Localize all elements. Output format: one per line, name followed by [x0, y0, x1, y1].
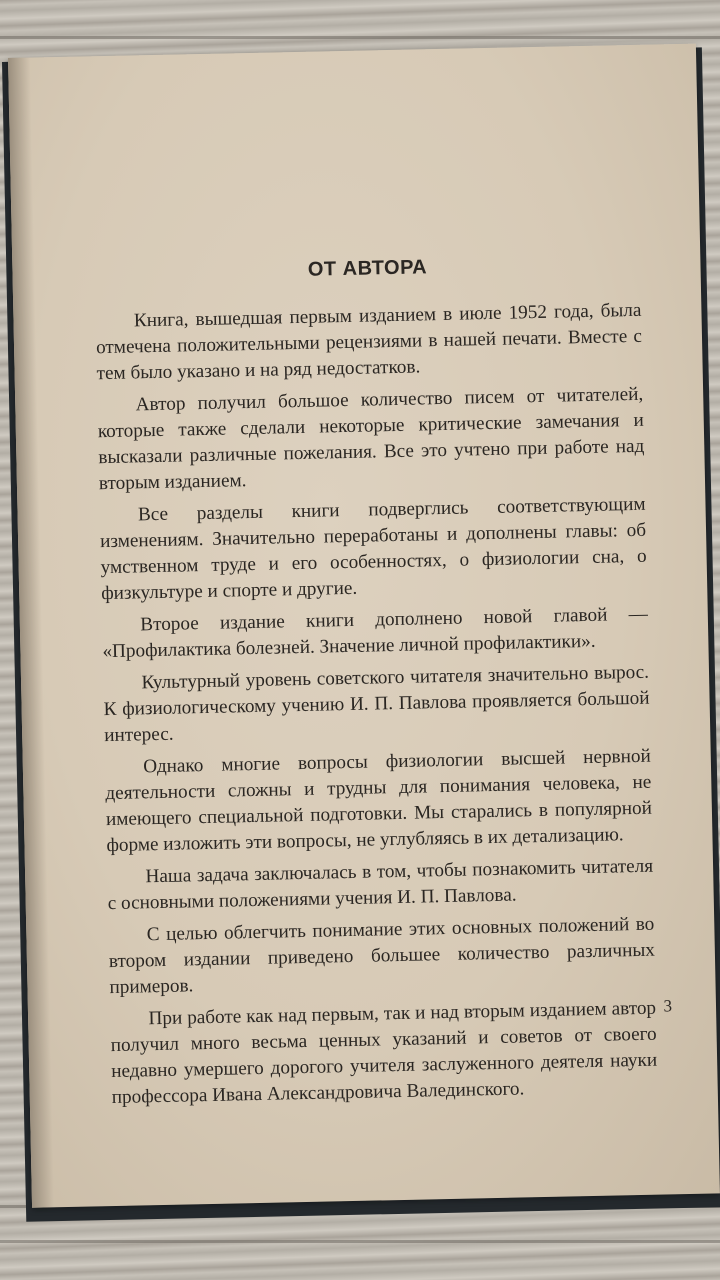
book-page — [8, 44, 720, 1208]
paragraph: Все разделы книги подверглись соответствующим изменениям. Значительно переработаны и дополнены главы: об умственном труде и его особенностях, о физиологии сна, о физкультуре и спорте и другие. — [99, 493, 647, 605]
paragraph: При работе как над первым, так и над вторым изданием автор получил много весьма ценных указаний и советов от своего недавно умершего дорогого учителя заслуженного деятеля науки профессора Ивана Александровича Валединского. — [110, 997, 658, 1109]
paragraph: Автор получил большое количество писем от читателей, которые также сделали некоторые критические замечания и высказали различные пожелания. Все это учтено при работе над вторым изданием. — [97, 383, 645, 495]
paragraph: Наша задача заключалась в том, чтобы познакомить читателя с основными положениями учения И. П. Павлова. — [107, 855, 654, 915]
paragraph: Второе издание книги дополнено новой главой — «Профилактика болезней. Значение личной профилактики». — [102, 603, 649, 663]
paragraph: Культурный уровень советского читателя значительно вырос. К физиологическому учению И. П. Павлова проявляется большой интерес. — [103, 661, 650, 747]
page-number: 3 — [663, 996, 673, 1016]
wood-crack — [0, 1240, 720, 1243]
chapter-title: ОТ АВТОРА — [307, 256, 428, 281]
paragraph: С целью облегчить понимание этих основных положений во втором издании приведено большее количество различных примеров. — [108, 913, 656, 999]
page-text — [94, 250, 658, 1117]
paragraph: Книга, вышедшая первым изданием в июле 1952 года, была отмечена положительными рецензиями в нашей печати. Вместе с тем было указано и на ряд недостатков. — [95, 299, 643, 385]
wood-crack — [0, 36, 720, 39]
paragraph: Однако многие вопросы физиологии высшей нервной деятельности сложны и трудны для понимания человека, не имеющего специальной подготовки. Мы старались в популярной форме изложить эти вопросы, не углубляясь в их детализацию. — [105, 745, 653, 857]
